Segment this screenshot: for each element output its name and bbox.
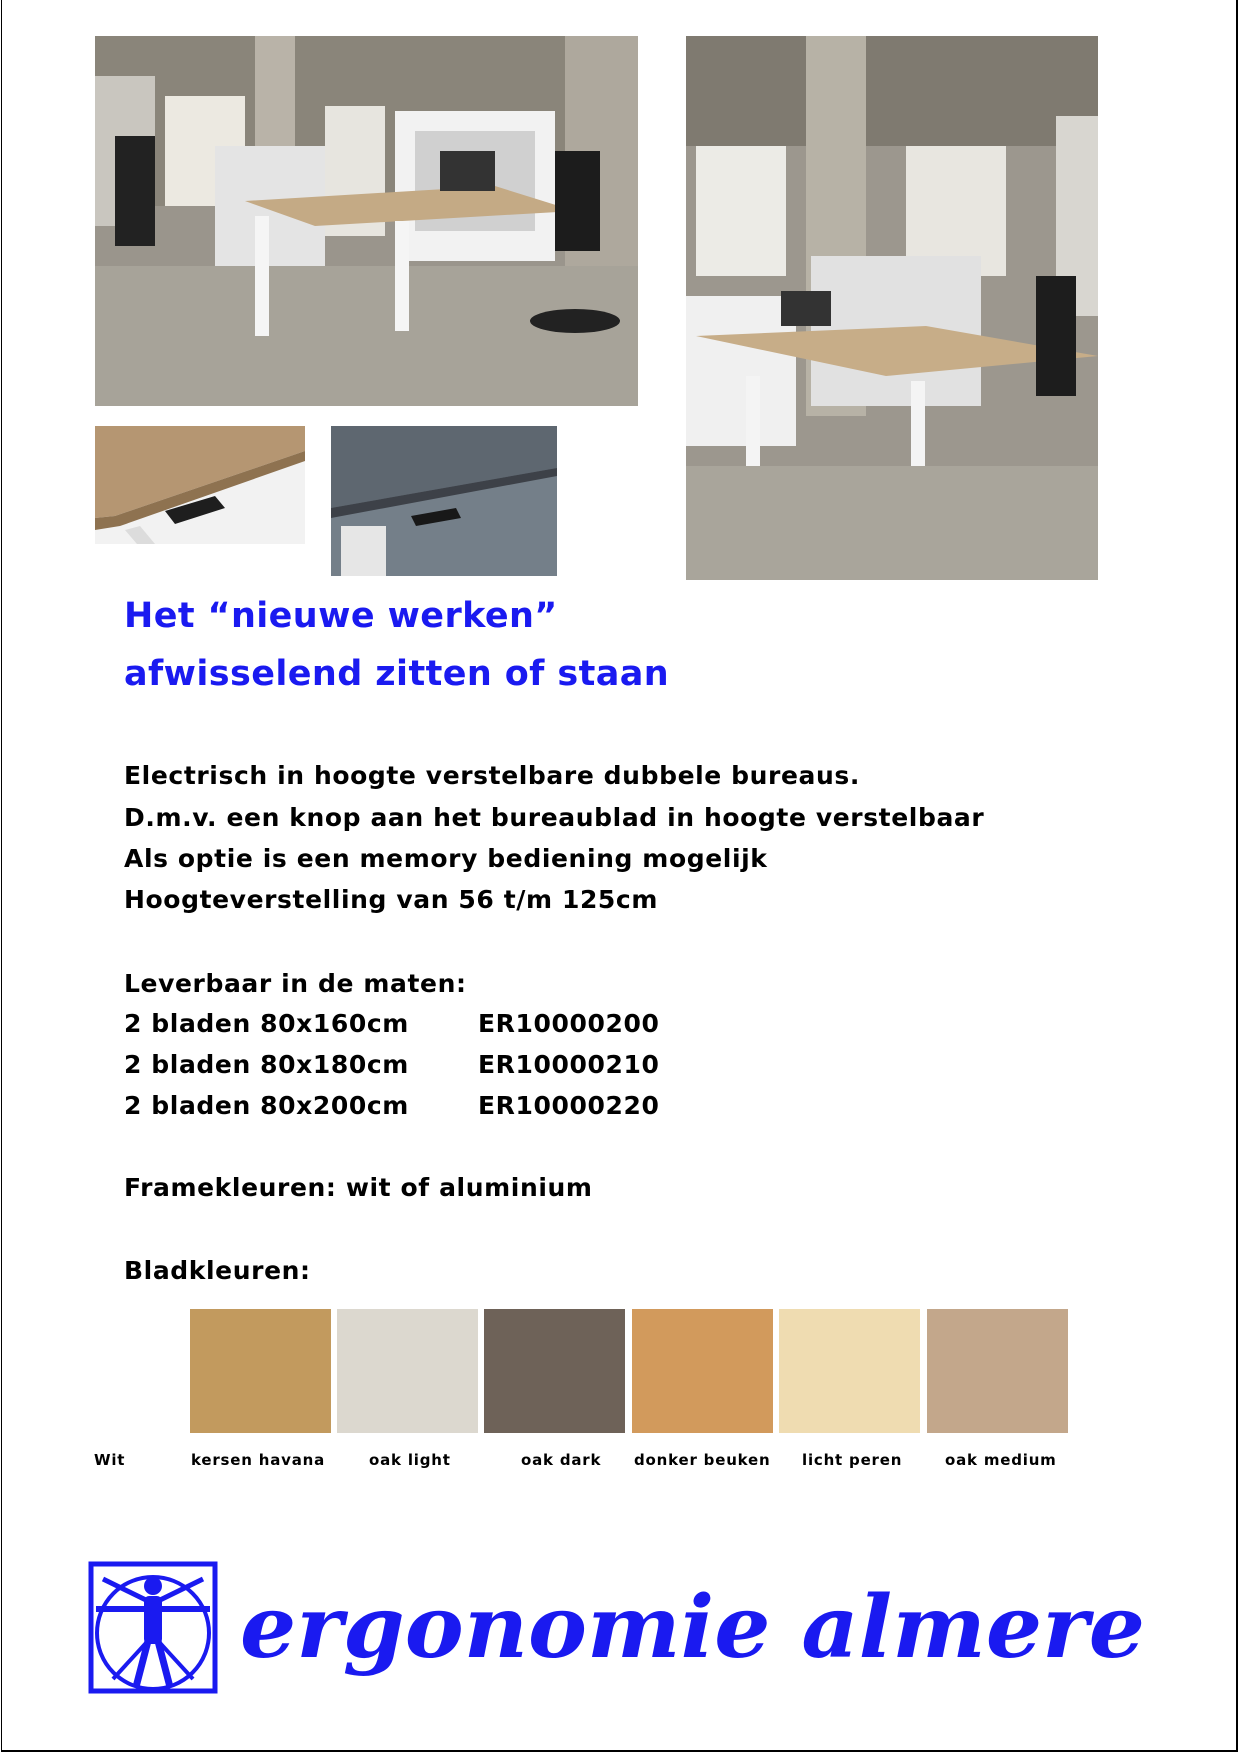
size-item-2: 2 bladen 80x180cm bbox=[124, 1050, 409, 1079]
logo-text bbox=[240, 1575, 1160, 1685]
size-code-2: ER10000210 bbox=[478, 1050, 660, 1079]
swatch-label-oak-light: oak light bbox=[369, 1451, 451, 1469]
description-line-1: Electrisch in hoogte verstelbare dubbele bureaus. bbox=[124, 761, 860, 790]
office-photo-side bbox=[686, 36, 1098, 580]
swatch-oak-medium bbox=[927, 1309, 1068, 1433]
swatch-label-oak-dark: oak dark bbox=[521, 1451, 602, 1469]
description-line-4: Hoogteverstelling van 56 t/m 125cm bbox=[124, 885, 658, 914]
swatch-label-kersen-havana: kersen havana bbox=[191, 1451, 326, 1469]
desk-control-closeup-dark bbox=[331, 426, 557, 576]
frame-colors: Framekleuren: wit of aluminium bbox=[124, 1173, 593, 1202]
size-code-3: ER10000220 bbox=[478, 1091, 660, 1120]
swatch-licht-peren bbox=[779, 1309, 920, 1433]
swatch-donker-beuken bbox=[632, 1309, 773, 1433]
logo-wordmark: ergonomie almere bbox=[240, 1577, 1145, 1678]
desk-control-closeup-oak bbox=[95, 426, 305, 544]
size-item-3: 2 bladen 80x200cm bbox=[124, 1091, 409, 1120]
swatch-label-donker-beuken: donker beuken bbox=[634, 1451, 771, 1469]
size-item-1: 2 bladen 80x160cm bbox=[124, 1009, 409, 1038]
swatch-label-wit: Wit bbox=[94, 1451, 126, 1469]
size-code-1: ER10000200 bbox=[478, 1009, 660, 1038]
swatch-label-licht-peren: licht peren bbox=[802, 1451, 903, 1469]
vitruvian-man-logo-icon bbox=[88, 1561, 218, 1694]
description-line-3: Als optie is een memory bediening mogelijk bbox=[124, 844, 768, 873]
headline-line-1: Het “nieuwe werken” bbox=[124, 596, 558, 636]
swatch-label-oak-medium: oak medium bbox=[945, 1451, 1057, 1469]
swatch-oak-light bbox=[337, 1309, 478, 1433]
swatch-kersen-havana bbox=[190, 1309, 331, 1433]
office-photo-main bbox=[95, 36, 638, 406]
description-line-2: D.m.v. een knop aan het bureaublad in hoogte verstelbaar bbox=[124, 803, 985, 832]
headline-line-2: afwisselend zitten of staan bbox=[124, 654, 670, 694]
top-colors-heading: Bladkleuren: bbox=[124, 1256, 311, 1285]
sizes-heading: Leverbaar in de maten: bbox=[124, 969, 467, 998]
swatch-oak-dark bbox=[484, 1309, 625, 1433]
